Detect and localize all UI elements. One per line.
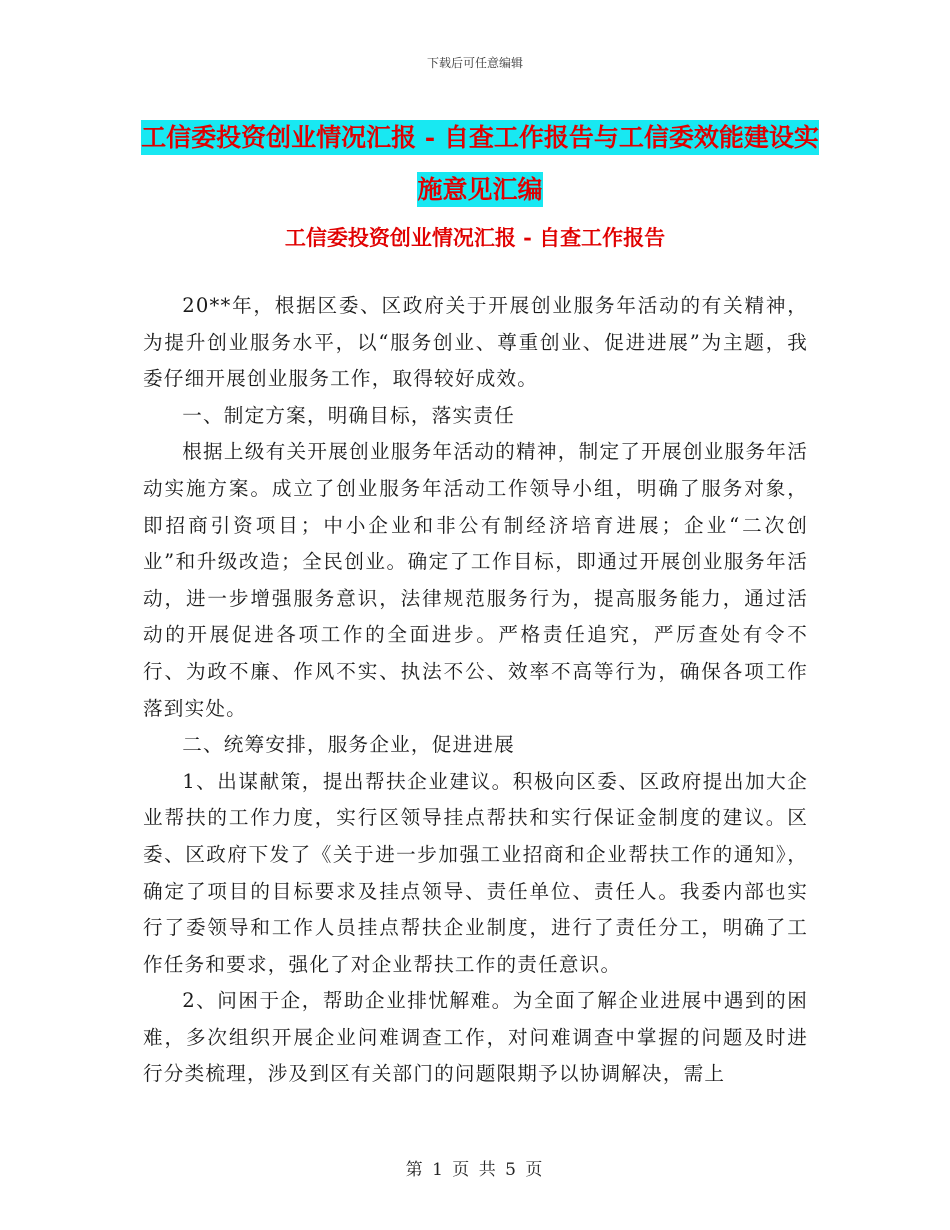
paragraph-intro: 20**年，根据区委、区政府关于开展创业服务年活动的有关精神，为提升创业服务水平，以“服务创业、尊重创业、促进进展”为主题，我委仔细开展创业服务工作，取得较好成效。 [143, 294, 808, 391]
section-title: 工信委投资创业情况汇报 - 自查工作报告 [284, 225, 666, 250]
heading-one: 一、制定方案，明确目标，落实责任 [182, 403, 515, 427]
paragraph-item-one: 1、出谋献策，提出帮扶企业建议。积极向区委、区政府提出加大企业帮扶的工作力度，实行区领导挂点帮扶和实行保证金制度的建议。区委、区政府下发了《关于进一步加强工业招商和企业帮扶工作的通知》，确定了项目的目标要求及挂点领导、责任单位、责任人。我委内部也实行了委领导和工作人员挂点帮扶企业制度，进行了责任分工，明确了工作任务和要求，强化了对企业帮扶工作的责任意识。 [143, 769, 808, 976]
header-note: 下载后可任意编辑 [426, 56, 523, 70]
document-title [140, 112, 820, 216]
body-text [143, 288, 808, 1093]
page-footer: 第 1 页 共 5 页 [405, 1160, 545, 1180]
heading-two: 二、统筹安排，服务企业，促进进展 [182, 733, 515, 757]
paragraph-item-two: 2、问困于企，帮助企业排忧解难。为全面了解企业进展中遇到的困难，多次组织开展企业问难调查工作，对问难调查中掌握的问题及时进行分类梳理，涉及到区有关部门的问题限期予以协调解决，需上 [143, 989, 808, 1086]
document-title-text: 工信委投资创业情况汇报 - 自查工作报告与工信委效能建设实施意见汇编 [141, 120, 819, 207]
paragraph-plan: 根据上级有关开展创业服务年活动的精神，制定了开展创业服务年活动实施方案。成立了创业服务年活动工作领导小组，明确了服务对象，即招商引资项目；中小企业和非公有制经济培育进展；企业“二次创业”和升级改造；全民创业。确定了工作目标，即通过开展创业服务年活动，进一步增强服务意识，法律规范服务行为，提高服务能力，通过活动的开展促进各项工作的全面进步。严格责任追究，严厉查处有令不行、为政不廉、作风不实、执法不公、效率不高等行为，确保各项工作落到实处。 [143, 440, 808, 720]
